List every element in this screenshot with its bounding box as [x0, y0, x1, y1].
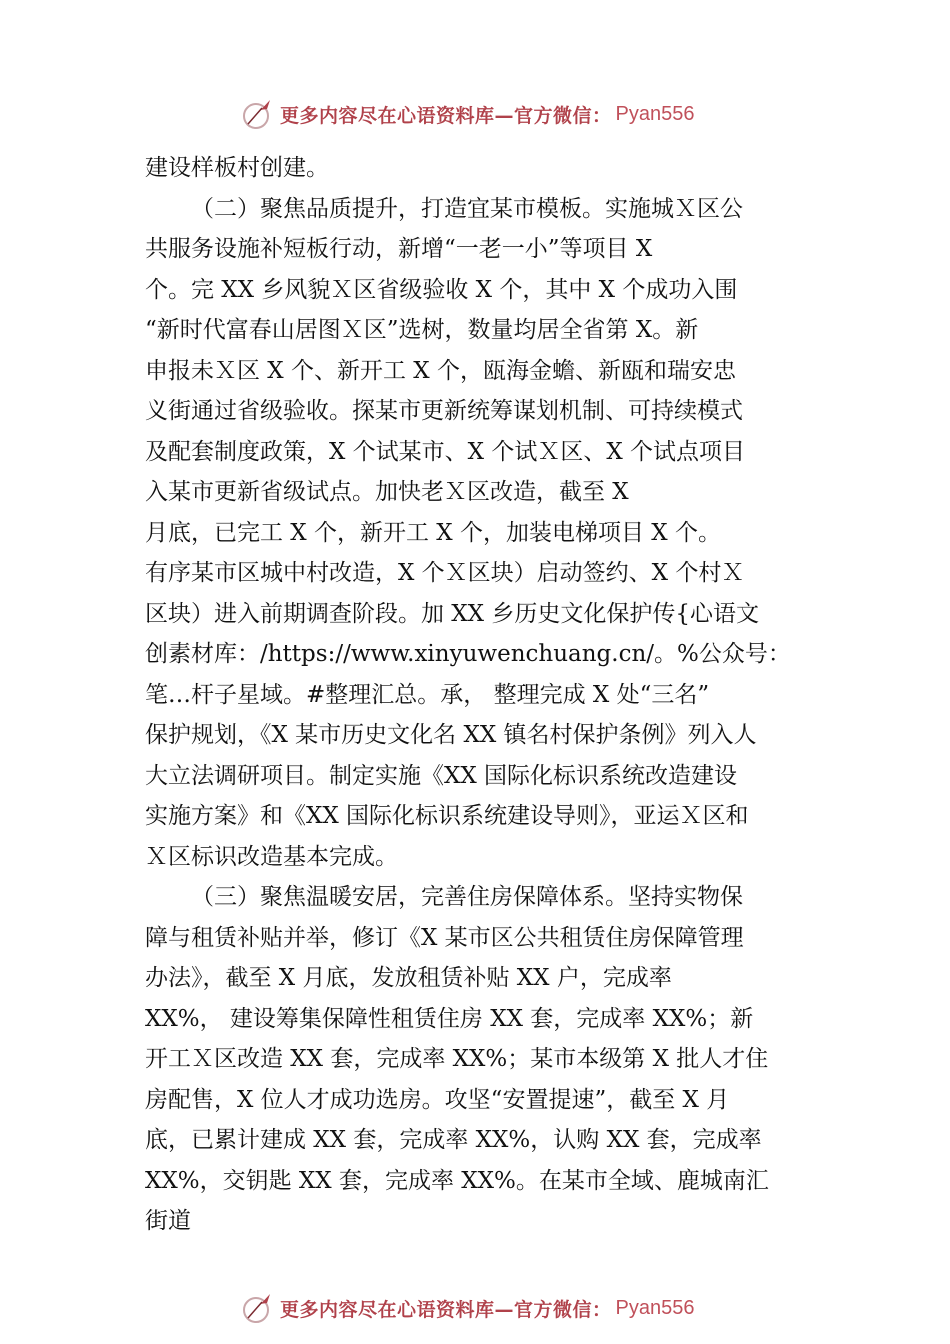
- text-line: 申报未Ｘ区 X 个、新开工 X 个，瓯海金蟾、新瓯和瑞安忠: [145, 357, 736, 384]
- text-line: 笔…杆子星域。#整理汇总。承， 整理完成 X 处“三名”: [145, 681, 710, 708]
- text-line: 及配套制度政策，X 个试某市、X 个试Ｘ区、X 个试点项目: [145, 438, 746, 465]
- banner-text: 更多内容尽在心语资料库—官方微信：: [280, 104, 612, 127]
- text-line: 开工Ｘ区改造 XX 套，完成率 XX%；某市本级第 X 批人才住: [145, 1046, 769, 1072]
- text-line: 创素材库：/https://www.xinyuwenchuang.cn/。%公众号：: [145, 641, 791, 667]
- text-line: （二）聚焦品质提升，打造宜某市模板。实施城Ｘ区公: [191, 195, 743, 222]
- text-line: 底，已累计建成 XX 套，完成率 XX%，认购 XX 套，完成率: [145, 1127, 762, 1153]
- wechat-id: Pyan556: [615, 1296, 695, 1319]
- quill-logo-icon: [240, 96, 276, 132]
- wechat-id: Pyan556: [615, 102, 695, 125]
- text-line: 办法》，截至 X 月底，发放租赁补贴 XX 户，完成率: [145, 965, 672, 991]
- text-line: 建设样板村创建。: [145, 155, 329, 181]
- header-banner: [240, 94, 694, 134]
- text-line: 大立法调研项目。制定实施《XX 国际化标识系统改造建设: [145, 762, 738, 789]
- text-line: 入某市更新省级试点。加快老Ｘ区改造，截至 X: [145, 479, 629, 505]
- text-line: XX%，交钥匙 XX 套，完成率 XX%。在某市全域、鹿城南汇: [145, 1167, 769, 1194]
- text-line: 义街通过省级验收。探某市更新统筹谋划机制、可持续模式: [145, 398, 743, 424]
- footer-banner: [240, 1288, 694, 1328]
- text-line: “新时代富春山居图Ｘ区”选树，数量均居全省第 X。新: [145, 317, 699, 343]
- text-line: 共服务设施补短板行动，新增“一老一小”等项目 X: [145, 236, 653, 262]
- banner-text: 更多内容尽在心语资料库—官方微信：: [280, 1298, 612, 1321]
- text-line: 实施方案》和《XX 国际化标识系统建设导则》，亚运Ｘ区和: [145, 803, 749, 829]
- text-line: Ｘ区标识改造基本完成。: [145, 843, 398, 870]
- text-line: 障与租赁补贴并举，修订《X 某市区公共租赁住房保障管理: [145, 924, 744, 951]
- text-line: 房配售，X 位人才成功选房。攻坚“安置提速”，截至 X 月: [145, 1086, 730, 1113]
- document-body: [145, 148, 825, 1242]
- text-line: 有序某市区城中村改造，X 个Ｘ区块）启动签约、X 个村Ｘ: [145, 560, 745, 586]
- text-line: （三）聚焦温暖安居，完善住房保障体系。坚持实物保: [191, 884, 743, 910]
- text-line: 街道: [145, 1208, 191, 1234]
- text-line: 月底，已完工 X 个，新开工 X 个，加装电梯项目 X 个。: [145, 519, 721, 546]
- text-line: XX%， 建设筹集保障性租赁住房 XX 套，完成率 XX%；新: [145, 1005, 754, 1032]
- quill-logo-icon: [240, 1290, 276, 1326]
- text-line: 区块）进入前期调查阶段。加 XX 乡历史文化保护传{心语文: [145, 600, 760, 627]
- text-line: 保护规划，《X 某市历史文化名 XX 镇名村保护条例》列入人: [145, 722, 757, 748]
- text-line: 个。完 XX 乡风貌Ｘ区省级验收 X 个，其中 X 个成功入围: [145, 276, 738, 303]
